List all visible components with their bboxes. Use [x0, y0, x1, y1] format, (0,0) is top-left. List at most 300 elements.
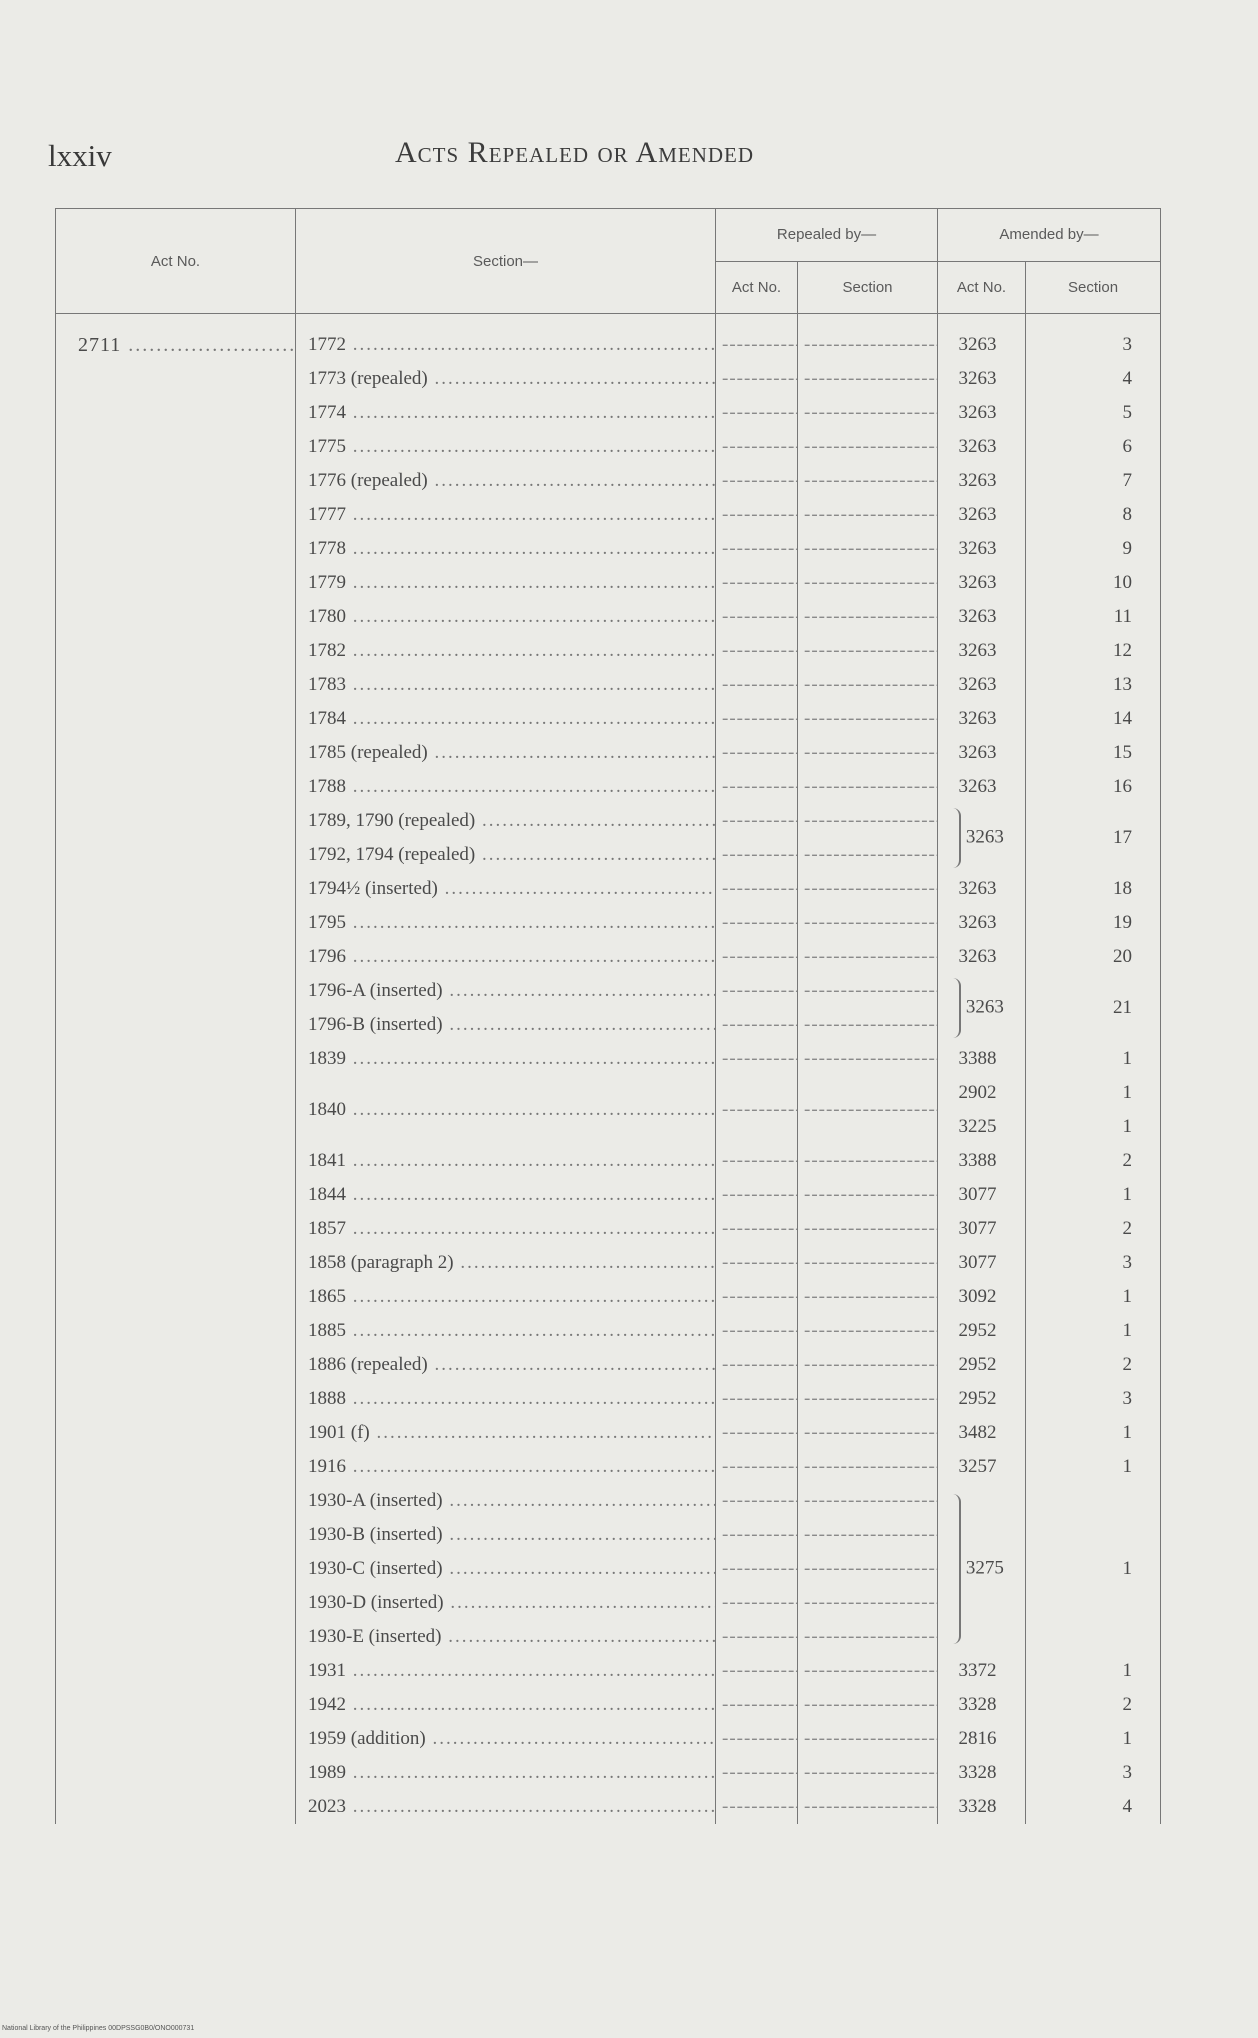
table-body — [56, 314, 1161, 1825]
amended-section-cell: 4 — [1026, 362, 1161, 396]
table-row — [56, 430, 1161, 464]
repealed-section-cell — [798, 1212, 938, 1246]
section-label: 1942 ..... — [308, 1694, 715, 1716]
table-row — [56, 872, 1161, 906]
repealed-section-cell — [798, 1484, 938, 1518]
repealed-act-cell — [716, 634, 798, 668]
act-number-cell — [56, 464, 296, 498]
section-cell — [296, 1654, 716, 1688]
repealed-section-cell — [798, 498, 938, 532]
repealed-section-cell — [798, 770, 938, 804]
repealed-section-cell — [798, 1756, 938, 1790]
section-cell — [296, 532, 716, 566]
repealed-act-cell — [716, 1178, 798, 1212]
section-label: 1839 ..... — [308, 1048, 715, 1070]
section-cell — [296, 1722, 716, 1756]
section-label: 1885 ..... — [308, 1320, 715, 1342]
act-number-cell — [56, 1348, 296, 1382]
section-label: 1916 ..... — [308, 1456, 715, 1478]
section-label: 1782 ..... — [308, 640, 715, 662]
table-row — [56, 770, 1161, 804]
act-number-cell — [56, 532, 296, 566]
amended-section-cell: 1 — [1026, 1314, 1161, 1348]
repealed-act-cell — [716, 1314, 798, 1348]
act-number: 2711 ..... — [78, 334, 295, 357]
table-row — [56, 1756, 1161, 1790]
amended-section-cell: 1 — [1026, 1178, 1161, 1212]
amended-act-cell: 3077 — [938, 1246, 1026, 1280]
amended-section-cell: 3 — [1026, 1382, 1161, 1416]
amended-section-cell: 18 — [1026, 872, 1161, 906]
amended-act-cell: 2952 — [938, 1382, 1026, 1416]
section-cell — [296, 872, 716, 906]
table-row — [56, 1178, 1161, 1212]
amended-section-cell: 1 — [1026, 1722, 1161, 1756]
section-label: 1796 ..... — [308, 946, 715, 968]
section-label: 1778 ..... — [308, 538, 715, 560]
section-cell — [296, 1586, 716, 1620]
act-number-cell — [56, 600, 296, 634]
act-number-cell — [56, 770, 296, 804]
section-cell — [296, 668, 716, 702]
section-cell — [296, 464, 716, 498]
act-number-cell — [56, 1620, 296, 1654]
repealed-act-cell — [716, 702, 798, 736]
table-row — [56, 1348, 1161, 1382]
header-amended-by: Amended by— — [938, 209, 1161, 262]
amended-section-cell: 1 — [1026, 1076, 1161, 1110]
amended-act-cell: 3372 — [938, 1654, 1026, 1688]
section-label: 1796-A (inserted) ..... — [308, 980, 715, 1002]
amended-act-cell: 3263 — [938, 736, 1026, 770]
repealed-section-cell — [798, 1382, 938, 1416]
repealed-act-cell — [716, 1790, 798, 1824]
section-cell — [296, 1280, 716, 1314]
amended-act-cell — [938, 1484, 1026, 1654]
amended-section-cell: 16 — [1026, 770, 1161, 804]
section-label: 1959 (addition) ..... — [308, 1728, 715, 1750]
amended-act-value: 3263 — [965, 826, 1004, 848]
header-amended-act-no: Act No. — [938, 261, 1026, 314]
table-row — [56, 1688, 1161, 1722]
amended-act-cell: 3328 — [938, 1756, 1026, 1790]
section-cell — [296, 600, 716, 634]
amended-act-cell: 3263 — [938, 770, 1026, 804]
amended-act-cell: 3257 — [938, 1450, 1026, 1484]
act-number-cell — [56, 1450, 296, 1484]
section-label: 1865 ..... — [308, 1286, 715, 1308]
amended-act-value: 3263 — [965, 996, 1004, 1018]
amended-act-cell — [938, 974, 1026, 1042]
act-number-cell — [56, 1042, 296, 1076]
table-row — [56, 702, 1161, 736]
repealed-section-cell — [798, 1008, 938, 1042]
repealed-act-cell — [716, 1382, 798, 1416]
amended-act-value: 3275 — [965, 1557, 1004, 1579]
amended-act-cell: 3388 — [938, 1042, 1026, 1076]
table-row — [56, 1722, 1161, 1756]
amended-section-cell: 9 — [1026, 532, 1161, 566]
repealed-act-cell — [716, 498, 798, 532]
repealed-section-cell — [798, 1144, 938, 1178]
section-label: 1772 ..... — [308, 334, 715, 356]
repealed-act-cell — [716, 668, 798, 702]
repealed-act-cell — [716, 1144, 798, 1178]
table-row — [56, 362, 1161, 396]
amended-section-cell: 21 — [1026, 974, 1161, 1042]
act-number-cell — [56, 1280, 296, 1314]
amended-act-cell: 2816 — [938, 1722, 1026, 1756]
section-label: 1930-D (inserted) ..... — [308, 1592, 715, 1614]
table-row — [56, 940, 1161, 974]
act-number-cell — [56, 362, 296, 396]
amended-section-cell: 2 — [1026, 1688, 1161, 1722]
act-number-cell — [56, 1688, 296, 1722]
acts-table-container — [55, 208, 1160, 1818]
repealed-section-cell — [798, 838, 938, 872]
act-number-cell — [56, 974, 296, 1008]
repealed-section-cell — [798, 362, 938, 396]
section-label: 1796-B (inserted) ..... — [308, 1014, 715, 1036]
repealed-act-cell — [716, 464, 798, 498]
act-number-cell — [56, 1552, 296, 1586]
section-label: 1776 (repealed) ..... — [308, 470, 715, 492]
table-row — [56, 974, 1161, 1008]
repealed-act-cell — [716, 838, 798, 872]
section-cell — [296, 804, 716, 838]
table-row — [56, 566, 1161, 600]
repealed-section-cell — [798, 1654, 938, 1688]
repealed-act-cell — [716, 1280, 798, 1314]
section-label: 1901 (f) ..... — [308, 1422, 715, 1444]
act-number-cell — [56, 1144, 296, 1178]
table-row — [56, 668, 1161, 702]
table-row — [56, 1280, 1161, 1314]
repealed-section-cell — [798, 1688, 938, 1722]
repealed-act-cell — [716, 1416, 798, 1450]
section-cell — [296, 314, 716, 363]
amended-section-cell: 17 — [1026, 804, 1161, 872]
act-number-cell — [56, 430, 296, 464]
repealed-act-cell — [716, 940, 798, 974]
amended-section-cell: 10 — [1026, 566, 1161, 600]
repealed-act-cell — [716, 1586, 798, 1620]
repealed-section-cell — [798, 1790, 938, 1824]
repealed-section-cell — [798, 1348, 938, 1382]
act-number-cell — [56, 1416, 296, 1450]
amended-act-cell: 3263 — [938, 566, 1026, 600]
amended-act-cell: 3263 — [938, 396, 1026, 430]
act-number-cell — [56, 1008, 296, 1042]
table-row — [56, 1790, 1161, 1824]
amended-section-cell: 3 — [1026, 1246, 1161, 1280]
repealed-section-cell — [798, 804, 938, 838]
amended-act-cell: 3263 — [938, 702, 1026, 736]
repealed-act-cell — [716, 1688, 798, 1722]
act-number-cell — [56, 1314, 296, 1348]
section-cell — [296, 362, 716, 396]
section-label: 1779 ..... — [308, 572, 715, 594]
table-row — [56, 736, 1161, 770]
repealed-section-cell — [798, 634, 938, 668]
repealed-section-cell — [798, 974, 938, 1008]
repealed-act-cell — [716, 906, 798, 940]
act-number-cell — [56, 314, 296, 363]
repealed-act-cell — [716, 804, 798, 838]
section-cell — [296, 1178, 716, 1212]
act-number-cell — [56, 838, 296, 872]
repealed-act-cell — [716, 974, 798, 1008]
archive-footnote: National Library of the Philippines 00DPSSG0B0/ONO000731 — [2, 2025, 195, 2032]
section-label: 1794½ (inserted) ..... — [308, 878, 715, 900]
amended-act-cell: 3092 — [938, 1280, 1026, 1314]
amended-act-cell: 2952 — [938, 1348, 1026, 1382]
header-amended-section: Section — [1026, 261, 1161, 314]
section-label: 1841 ..... — [308, 1150, 715, 1172]
amended-act-cell: 3263 — [938, 430, 1026, 464]
amended-section-cell: 1 — [1026, 1416, 1161, 1450]
amended-section-cell: 14 — [1026, 702, 1161, 736]
header-section: Section— — [296, 209, 716, 314]
repealed-section-cell — [798, 532, 938, 566]
section-cell — [296, 1144, 716, 1178]
act-number-cell — [56, 736, 296, 770]
repealed-section-cell — [798, 464, 938, 498]
section-label: 1858 (paragraph 2) ..... — [308, 1252, 715, 1274]
amended-section-cell: 2 — [1026, 1144, 1161, 1178]
act-number-cell — [56, 872, 296, 906]
section-cell — [296, 1314, 716, 1348]
amended-act-cell: 3077 — [938, 1212, 1026, 1246]
act-number-cell — [56, 702, 296, 736]
repealed-section-cell — [798, 600, 938, 634]
header-act-no: Act No. — [56, 209, 296, 314]
amended-section-cell: 6 — [1026, 430, 1161, 464]
repealed-section-cell — [798, 1518, 938, 1552]
table-row — [56, 314, 1161, 363]
table-row — [56, 1212, 1161, 1246]
repealed-section-cell — [798, 1552, 938, 1586]
act-number-cell — [56, 1212, 296, 1246]
section-label: 1775 ..... — [308, 436, 715, 458]
amended-section-cell: 3 — [1026, 1756, 1161, 1790]
amended-act-cell: 3263 — [938, 314, 1026, 363]
repealed-act-cell — [716, 1450, 798, 1484]
act-number-cell — [56, 1484, 296, 1518]
section-cell — [296, 1552, 716, 1586]
table-row — [56, 498, 1161, 532]
brace-icon — [951, 1494, 961, 1644]
table-row — [56, 1484, 1161, 1518]
acts-table — [55, 208, 1161, 1824]
repealed-section-cell — [798, 1314, 938, 1348]
repealed-section-cell — [798, 1586, 938, 1620]
repealed-act-cell — [716, 600, 798, 634]
act-number-cell — [56, 804, 296, 838]
page-number: lxxiv — [48, 138, 112, 173]
section-cell — [296, 736, 716, 770]
table-row — [56, 1654, 1161, 1688]
section-cell — [296, 1042, 716, 1076]
header-repealed-section: Section — [798, 261, 938, 314]
section-cell — [296, 634, 716, 668]
act-number-cell — [56, 1178, 296, 1212]
section-cell — [296, 1212, 716, 1246]
amended-act-cell: 3263 — [938, 498, 1026, 532]
repealed-act-cell — [716, 1552, 798, 1586]
section-label: 1780 ..... — [308, 606, 715, 628]
repealed-section-cell — [798, 314, 938, 363]
section-label: 1930-E (inserted) ..... — [308, 1626, 715, 1648]
amended-act-cell: 3263 — [938, 906, 1026, 940]
section-label: 1930-A (inserted) ..... — [308, 1490, 715, 1512]
amended-section-cell: 4 — [1026, 1790, 1161, 1824]
repealed-section-cell — [798, 872, 938, 906]
table-row — [56, 396, 1161, 430]
repealed-section-cell — [798, 736, 938, 770]
amended-act-cell: 3263 — [938, 464, 1026, 498]
amended-section-cell: 5 — [1026, 396, 1161, 430]
repealed-act-cell — [716, 1484, 798, 1518]
amended-act-cell: 2902 — [938, 1076, 1026, 1110]
section-label: 1857 ..... — [308, 1218, 715, 1240]
repealed-section-cell — [798, 430, 938, 464]
table-row — [56, 532, 1161, 566]
section-label: 1774 ..... — [308, 402, 715, 424]
act-number-cell — [56, 566, 296, 600]
section-label: 1989 ..... — [308, 1762, 715, 1784]
amended-section-cell: 1 — [1026, 1280, 1161, 1314]
section-label: 1888 ..... — [308, 1388, 715, 1410]
amended-section-cell: 15 — [1026, 736, 1161, 770]
repealed-act-cell — [716, 1042, 798, 1076]
repealed-act-cell — [716, 736, 798, 770]
repealed-section-cell — [798, 906, 938, 940]
amended-section-cell: 20 — [1026, 940, 1161, 974]
amended-section-cell: 19 — [1026, 906, 1161, 940]
section-cell — [296, 1620, 716, 1654]
act-number-cell — [56, 906, 296, 940]
section-cell — [296, 566, 716, 600]
repealed-act-cell — [716, 362, 798, 396]
amended-act-cell: 3263 — [938, 940, 1026, 974]
section-label: 1886 (repealed) ..... — [308, 1354, 715, 1376]
amended-act-cell: 3263 — [938, 600, 1026, 634]
amended-act-cell: 3225 — [938, 1110, 1026, 1144]
repealed-section-cell — [798, 1620, 938, 1654]
amended-section-cell: 11 — [1026, 600, 1161, 634]
repealed-section-cell — [798, 396, 938, 430]
table-row — [56, 1416, 1161, 1450]
section-cell — [296, 1450, 716, 1484]
section-cell — [296, 1484, 716, 1518]
repealed-section-cell — [798, 1450, 938, 1484]
amended-act-cell — [938, 804, 1026, 872]
section-cell — [296, 940, 716, 974]
page-title: Acts Repealed or Amended — [395, 136, 755, 169]
repealed-section-cell — [798, 702, 938, 736]
amended-section-cell: 1 — [1026, 1450, 1161, 1484]
amended-section-cell: 13 — [1026, 668, 1161, 702]
section-cell — [296, 396, 716, 430]
section-cell — [296, 1688, 716, 1722]
table-row — [56, 1450, 1161, 1484]
act-number-cell — [56, 1654, 296, 1688]
act-number-cell — [56, 498, 296, 532]
amended-section-cell: 1 — [1026, 1042, 1161, 1076]
section-cell — [296, 702, 716, 736]
section-cell — [296, 1382, 716, 1416]
amended-section-cell: 2 — [1026, 1348, 1161, 1382]
table-row — [56, 1314, 1161, 1348]
act-number-cell — [56, 634, 296, 668]
section-cell — [296, 1246, 716, 1280]
table-row — [56, 1076, 1161, 1110]
brace-icon — [951, 978, 961, 1038]
header-repealed-act-no: Act No. — [716, 261, 798, 314]
section-label: 1795 ..... — [308, 912, 715, 934]
section-cell — [296, 498, 716, 532]
repealed-section-cell — [798, 940, 938, 974]
repealed-act-cell — [716, 1654, 798, 1688]
repealed-act-cell — [716, 1518, 798, 1552]
repealed-section-cell — [798, 668, 938, 702]
repealed-act-cell — [716, 1756, 798, 1790]
table-row — [56, 464, 1161, 498]
amended-section-cell: 12 — [1026, 634, 1161, 668]
table-row — [56, 600, 1161, 634]
repealed-act-cell — [716, 1076, 798, 1144]
act-number-cell — [56, 1382, 296, 1416]
repealed-section-cell — [798, 1246, 938, 1280]
repealed-act-cell — [716, 770, 798, 804]
act-number-cell — [56, 1790, 296, 1824]
section-cell — [296, 1518, 716, 1552]
act-number-cell — [56, 940, 296, 974]
act-number-cell — [56, 1518, 296, 1552]
amended-section-cell: 1 — [1026, 1484, 1161, 1654]
section-label: 2023 ..... — [308, 1796, 715, 1818]
header-repealed-by: Repealed by— — [716, 209, 938, 262]
repealed-act-cell — [716, 872, 798, 906]
act-number-cell — [56, 1722, 296, 1756]
amended-section-cell: 1 — [1026, 1654, 1161, 1688]
section-label: 1783 ..... — [308, 674, 715, 696]
section-cell — [296, 770, 716, 804]
amended-section-cell: 8 — [1026, 498, 1161, 532]
amended-section-cell: 7 — [1026, 464, 1161, 498]
repealed-act-cell — [716, 396, 798, 430]
brace-icon — [951, 808, 961, 868]
table-row — [56, 634, 1161, 668]
repealed-section-cell — [798, 1178, 938, 1212]
section-label: 1844 ..... — [308, 1184, 715, 1206]
act-number-cell — [56, 1076, 296, 1144]
section-cell — [296, 1008, 716, 1042]
table-row — [56, 1382, 1161, 1416]
amended-act-cell: 3263 — [938, 362, 1026, 396]
amended-act-cell: 3482 — [938, 1416, 1026, 1450]
act-number-cell — [56, 396, 296, 430]
section-label: 1788 ..... — [308, 776, 715, 798]
repealed-act-cell — [716, 314, 798, 363]
table-row — [56, 804, 1161, 838]
section-cell — [296, 1348, 716, 1382]
repealed-act-cell — [716, 1348, 798, 1382]
amended-act-cell: 3263 — [938, 532, 1026, 566]
act-number-cell — [56, 668, 296, 702]
section-cell — [296, 838, 716, 872]
